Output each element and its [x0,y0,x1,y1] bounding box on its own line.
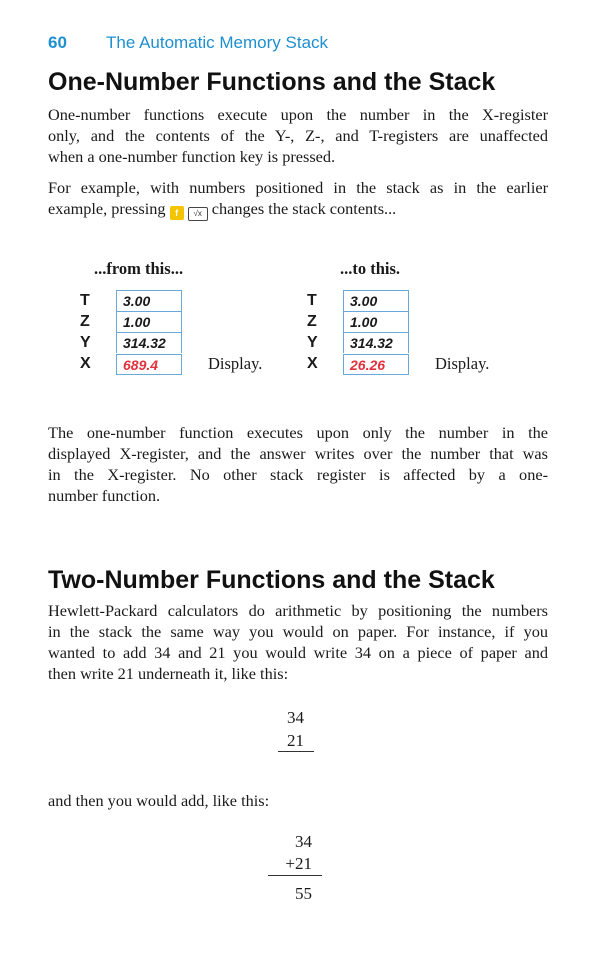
register-label: Y [80,333,91,351]
text-line: only, and the contents of the Y-, Z-, and T-registers are unaffected [48,126,548,145]
section1-paragraph-3 [48,422,548,506]
register-label: T [307,291,317,309]
stack-row-y [307,332,489,353]
text-line: displayed X-register, and the answer writes over the number that was [48,444,548,463]
text-line: when a one-number function key is pressed. [48,147,336,166]
stack-row-t [307,290,489,311]
sum-result: 55 [295,884,312,903]
section2-paragraph-1 [48,600,548,684]
text-line: For example, with numbers positioned in the stack as in the earlier [48,178,548,197]
text-line: in the stack the same way you would on paper. For instance, if you [48,622,548,641]
section-title-one-number: One-Number Functions and the Stack [48,68,496,96]
stack-row-x [307,353,489,375]
stack-row-z [80,311,262,332]
text-line: One-number functions execute upon the number in the X-register [48,105,548,124]
running-title: The Automatic Memory Stack [106,33,329,52]
section1-paragraph-1 [48,104,548,167]
stack-row-y [80,332,262,353]
register-value: 314.32 [343,332,409,353]
register-label: X [307,355,318,372]
register-label: Z [80,312,90,330]
text-line: in the X-register. No other stack register is affected by a one- [48,465,548,484]
register-label: Y [307,333,318,351]
to-stack [307,290,489,375]
register-label: T [80,291,90,309]
text-line: number function. [48,486,161,505]
addend-plus-21: +21 [285,854,312,873]
register-value: 314.32 [116,332,182,353]
addend-21: 21 [287,731,304,750]
f-key-icon: f [170,206,184,220]
square-root-key-icon: √x [188,207,208,221]
text-fragment: changes the stack contents... [211,199,397,218]
text-line: The one-number function executes upon only the number in the [48,423,548,442]
to-heading: ...to this. [340,259,401,278]
stack-row-z [307,311,489,332]
text-line: wanted to add 34 and 21 you would write 34 on a piece of paper and [48,643,548,662]
register-value: 1.00 [343,311,409,332]
page-number: 60 [48,33,67,52]
register-label: X [80,355,91,372]
section-title-two-number: Two-Number Functions and the Stack [48,566,495,594]
x-register-value: 689.4 [116,354,182,375]
register-label: Z [307,312,317,330]
from-heading: ...from this... [94,259,184,278]
register-value: 1.00 [116,311,182,332]
display-label: Display. [435,354,490,373]
register-value: 3.00 [343,290,409,311]
text-line: then write 21 underneath it, like this: [48,664,289,683]
display-label: Display. [208,354,263,373]
text-line [48,198,548,221]
section1-paragraph-2 [48,177,548,221]
text-fragment: example, pressing [48,199,166,218]
text-line: Hewlett-Packard calculators do arithmetic by positioning the numbers [48,601,548,620]
section2-paragraph-2: and then you would add, like this: [48,791,270,810]
addend-34: 34 [287,708,304,727]
from-stack [80,290,262,375]
sum-rule [268,875,322,876]
underline-rule [278,751,314,752]
x-register-value: 26.26 [343,354,409,375]
stack-row-t [80,290,262,311]
stack-row-x [80,353,262,375]
addend-34: 34 [295,832,312,851]
register-value: 3.00 [116,290,182,311]
